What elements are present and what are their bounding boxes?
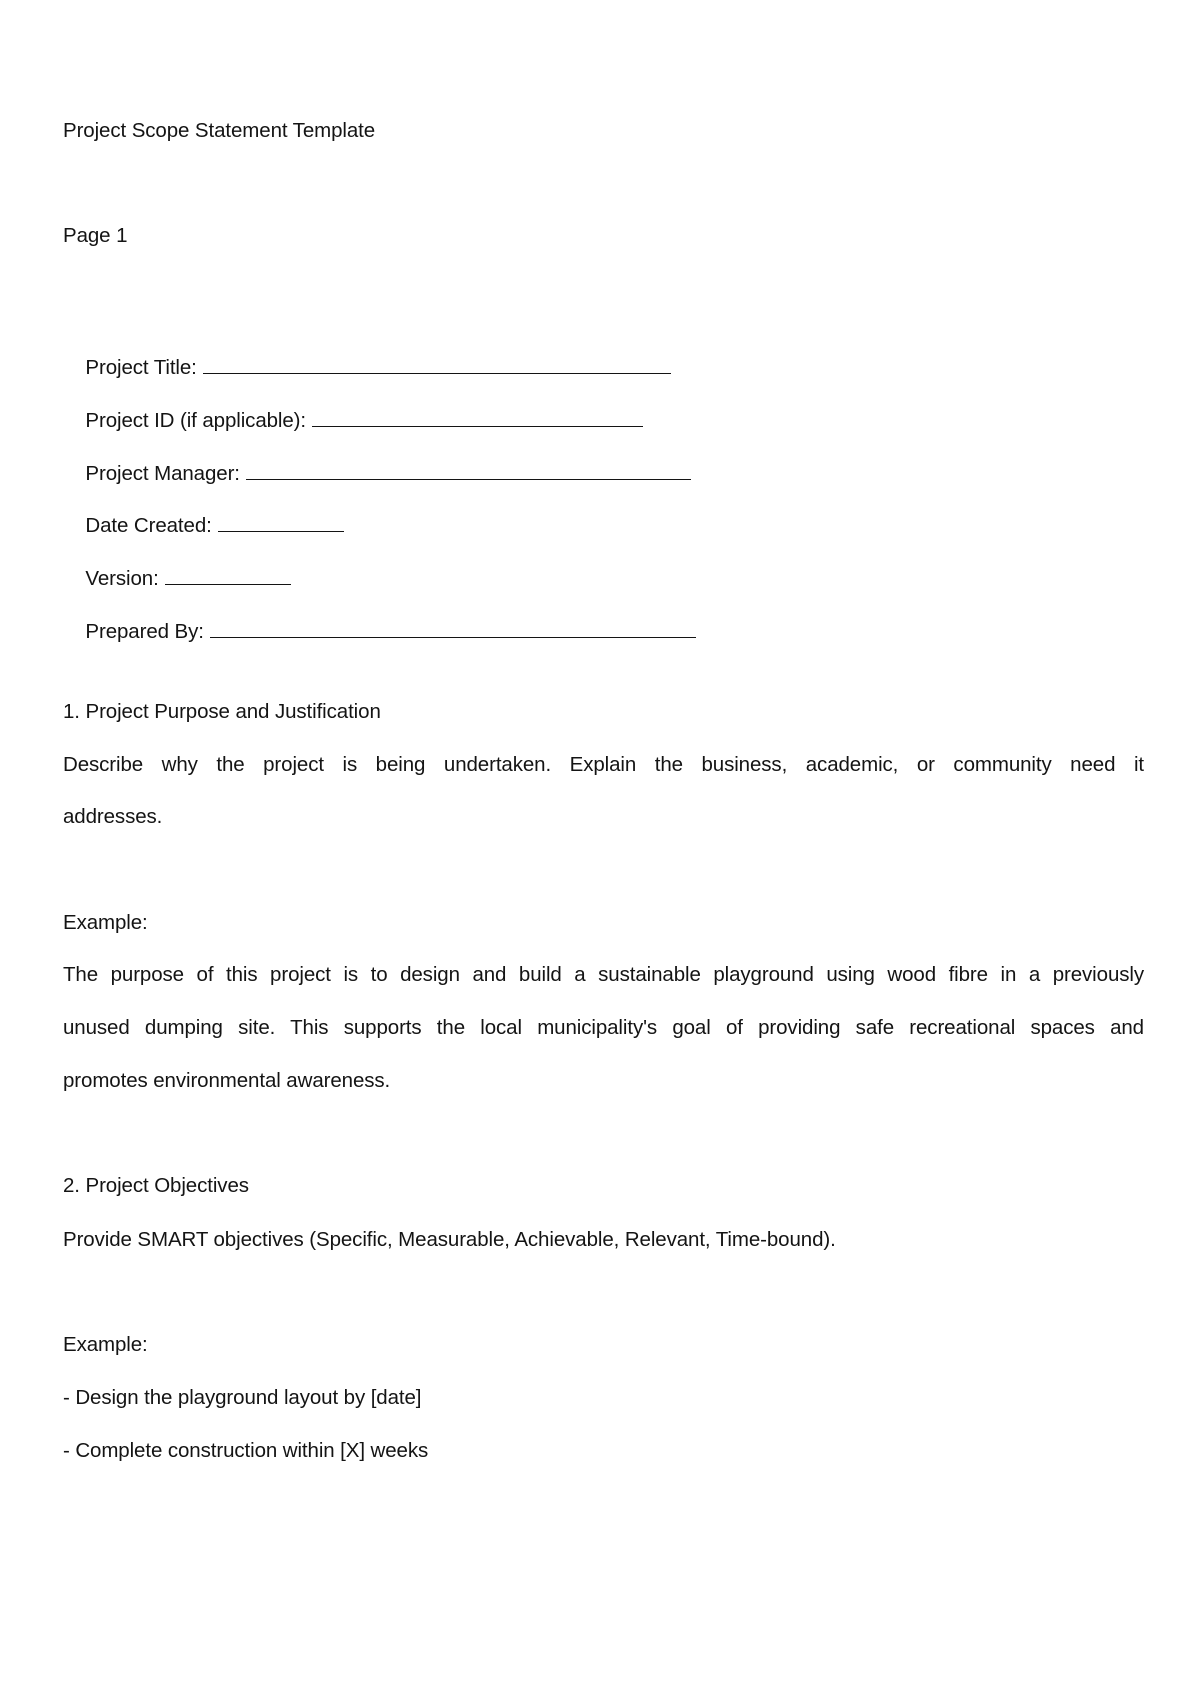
example-label: Example: <box>63 911 148 934</box>
blank-line <box>312 408 643 427</box>
field-label: Project Manager: <box>85 462 240 485</box>
example-line: The purpose of this project is to design and build a sustainable playground using wood fibre in a previously <box>63 963 1144 986</box>
field-label: Date Created: <box>85 514 212 537</box>
section-instruction-line: Describe why the project is being undertaken. Explain the business, academic, or community need it <box>63 753 1144 776</box>
field-label: Version: <box>85 567 159 590</box>
field-label: Project ID (if applicable): <box>85 409 306 432</box>
blank-line <box>218 513 344 532</box>
blank-line <box>246 461 691 480</box>
page-label: Page 1 <box>63 224 128 247</box>
example-label: Example: <box>63 1333 148 1356</box>
section-heading-objectives: 2. Project Objectives <box>63 1174 249 1197</box>
blank-line <box>203 355 671 374</box>
example-line: unused dumping site. This supports the local municipality's goal of providing safe recreational spaces and <box>63 1016 1144 1039</box>
section-instruction-line: addresses. <box>63 805 163 828</box>
field-label: Project Title: <box>85 356 197 379</box>
section-heading-purpose: 1. Project Purpose and Justification <box>63 700 381 723</box>
document-title: Project Scope Statement Template <box>63 119 376 142</box>
field-label: Prepared By: <box>85 620 204 643</box>
section-instruction-line: Provide SMART objectives (Specific, Measurable, Achievable, Relevant, Time-bound). <box>63 1228 836 1251</box>
example-line: promotes environmental awareness. <box>63 1069 391 1092</box>
blank-line <box>210 619 696 638</box>
blank-line <box>165 566 291 585</box>
example-line: - Design the playground layout by [date] <box>63 1386 422 1409</box>
example-line: - Complete construction within [X] weeks <box>63 1439 429 1462</box>
field-prepared-by <box>63 593 696 671</box>
